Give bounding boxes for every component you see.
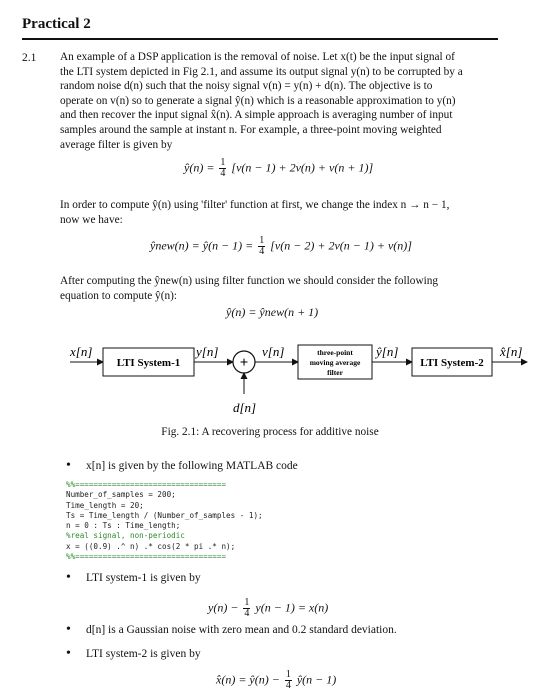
y-label: y[n]: [196, 344, 219, 359]
code-line: n = 0 : Ts : Time_length;: [66, 521, 181, 531]
page-title: Practical 2: [22, 16, 91, 32]
equation-moving-average: ŷ(n) = $\frac{1}{4}$ [v(n − 1) + 2v(n) + v(n + 1)]: [184, 157, 374, 179]
intro-line: operate on v(n) so to generate a signal ŷ(n) which is a reasonable approximation to y(n): [60, 94, 456, 107]
equation-lti-system-2: x̂(n) = ŷ(n) − $\frac{1}{4}$ ŷ(n − 1): [216, 669, 337, 691]
code-line: x = ((0.9) .^ n) .* cos(2 * pi .* n);: [66, 541, 236, 551]
lti-system-2-label: LTI System-2: [420, 357, 484, 369]
code-line: Number_of_samples = 200;: [66, 490, 176, 500]
adder-plus-icon: +: [239, 355, 249, 371]
code-separator: %%=================================: [66, 552, 227, 562]
noise-label: d[n]: [233, 400, 257, 415]
bullet-text-x: x[n] is given by the following MATLAB code: [86, 460, 298, 472]
filter-paragraph: [60, 274, 506, 303]
code-separator: %%=================================: [66, 480, 227, 489]
equation-yhat: ŷ(n) = ŷnew(n + 1): [226, 305, 319, 319]
section-number: 2.1: [22, 52, 37, 64]
code-line: Ts = Time_length / (Number_of_samples - 1);: [66, 510, 263, 520]
code-comment: %real signal, non-periodic: [66, 531, 185, 541]
intro-line: An example of a DSP application is the removal of noise. Let x(t) be the input signal of: [60, 51, 455, 63]
para-line: equation to compute ŷ(n):: [60, 289, 178, 302]
bullet-text-noise: d[n] is a Gaussian noise with zero mean and 0.2 standard deviation.: [86, 624, 397, 636]
matlab-code-block: [66, 480, 263, 562]
intro-line: random noise d(n) such that the noisy signal v(n) = y(n) + d(n). The objective is to: [60, 80, 433, 93]
title-underline: [22, 38, 498, 40]
block-diagram: [0, 328, 540, 420]
intro-line: and then recover the input signal x̂(n). A simple approach is averaging number of input: [60, 109, 453, 122]
bullet-icon: •: [66, 458, 71, 473]
intro-line: samples around the sample at instant n. For example, a three-point moving weighted: [60, 123, 442, 136]
equation-ynew: ŷnew(n) = ŷ(n − 1) = $\frac{1}{4}$ [v(n − 2) + 2v(n − 1) + v(n)]: [150, 235, 412, 257]
para-line: After computing the ŷnew(n) using filter function we should consider the following: [60, 275, 439, 287]
output-label: x̂[n]: [500, 344, 523, 359]
intro-line: average filter is given by: [60, 138, 173, 151]
v-label: v[n]: [262, 344, 285, 359]
bullet-icon: •: [66, 570, 71, 585]
intro-line: the LTI system depicted in Fig 2.1, and assume its output signal y(n) to be corrupted by a: [60, 65, 463, 78]
bullet-text-system-1: LTI system-1 is given by: [86, 572, 201, 584]
lti-system-1-label: LTI System-1: [116, 357, 181, 369]
code-line: Time_length = 20;: [66, 500, 144, 510]
bullet-icon: •: [66, 646, 71, 661]
intro-paragraph: [60, 50, 506, 152]
para-line: now we have:: [60, 213, 123, 226]
filter-label-line: moving average: [309, 358, 361, 367]
equation-lti-system-1: y(n) − $\frac{1}{4}$ y(n − 1) = x(n): [208, 597, 329, 619]
index-shift-paragraph: [60, 198, 506, 227]
para-line: In order to compute ŷ(n) using 'filter' function at first, we change the index n → n − 1,: [60, 199, 450, 211]
yhat-label: ŷ[n]: [376, 344, 399, 359]
input-label: x[n]: [70, 344, 93, 359]
bullet-text-system-2: LTI system-2 is given by: [86, 648, 201, 660]
filter-label-line: filter: [327, 368, 343, 377]
filter-label-line: three-point: [317, 348, 353, 357]
bullet-icon: •: [66, 622, 71, 637]
figure-caption: Fig. 2.1: A recovering process for additive noise: [161, 426, 379, 438]
